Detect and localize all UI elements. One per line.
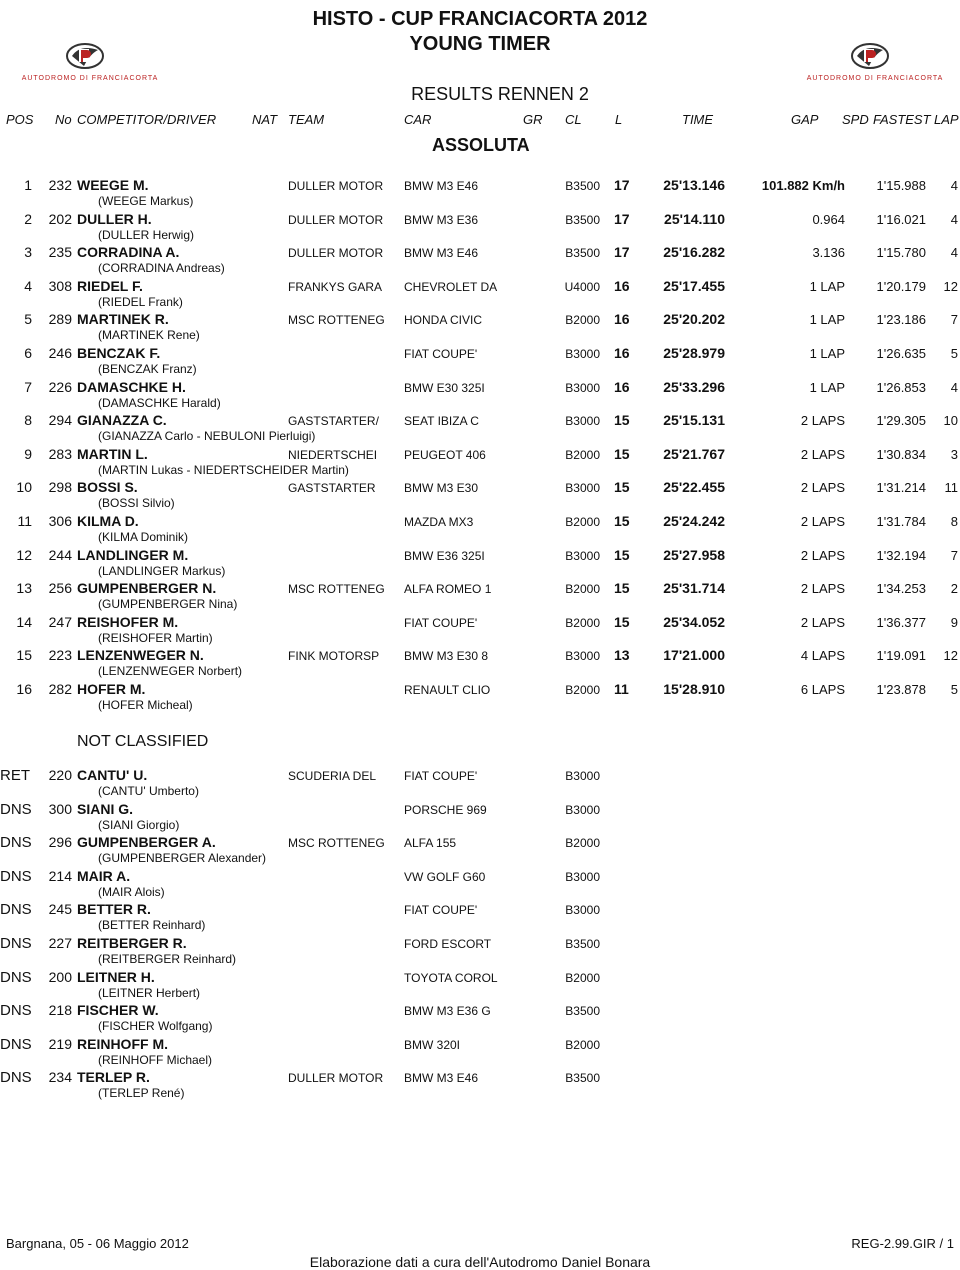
laps-completed: 17 [614, 244, 630, 261]
total-time: 17'21.000 [663, 647, 725, 664]
fastest-lap-number: 12 [943, 278, 958, 294]
car-model: FIAT COUPE' [404, 903, 478, 918]
driver-full-name: (KILMA Dominik) [98, 530, 189, 544]
gap: 101.882 Km/h [761, 178, 845, 193]
fastest-lap-time: 1'23.878 [876, 682, 926, 697]
result-row [0, 513, 960, 547]
total-time: 25'31.714 [663, 580, 725, 597]
not-classified-heading: NOT CLASSIFIED [77, 733, 209, 750]
car-number: 219 [48, 1035, 72, 1052]
driver-full-name: (BOSSI Silvio) [98, 496, 175, 511]
result-row [0, 278, 960, 312]
driver-full-name: (DULLER Herwig) [98, 227, 195, 242]
status: DNS [0, 800, 32, 818]
laps-completed: 15 [614, 613, 630, 630]
competitor-name: LANDLINGER M. [77, 546, 189, 563]
car-class: B3500 [565, 937, 600, 951]
competitor-name: BENCZAK F. [77, 345, 161, 361]
footer-place-date: Bargnana, 05 - 06 Maggio 2012 [6, 1236, 189, 1251]
position: 15 [16, 647, 32, 664]
car-class: B3000 [565, 869, 600, 884]
car-class: B3500 [565, 246, 600, 261]
car-class: B3000 [565, 769, 600, 783]
car-number: 289 [48, 311, 72, 328]
fastest-lap-time: 1'26.635 [876, 346, 926, 361]
car-number: 200 [48, 968, 72, 985]
competitor-name: DULLER H. [77, 210, 152, 227]
car-number: 202 [48, 210, 72, 227]
total-time: 15'28.910 [663, 681, 725, 697]
car-model: BMW M3 E36 [404, 212, 479, 227]
fastest-lap-number: 8 [950, 514, 958, 529]
position: 14 [16, 613, 32, 630]
car-number: 220 [48, 767, 72, 783]
competitor-name: LEITNER H. [77, 968, 155, 985]
car-model: BMW M3 E30 [404, 481, 479, 496]
car-class: B3000 [565, 903, 600, 918]
not-classified-row [0, 969, 960, 1003]
gap: 1 LAP [809, 312, 845, 328]
results-subtitle: RESULTS RENNEN 2 [411, 84, 589, 104]
car-class: B2000 [565, 515, 600, 529]
position: 11 [17, 513, 32, 529]
car-model: PORSCHE 969 [404, 802, 487, 817]
car-model: HONDA CIVIC [404, 313, 483, 328]
fastest-lap-time: 1'26.853 [876, 379, 926, 395]
car-number: 235 [48, 244, 72, 261]
total-time: 25'27.958 [663, 546, 725, 563]
car-model: BMW M3 E36 G [404, 1004, 491, 1019]
gap: 1 LAP [809, 346, 845, 361]
competitor-name: REINHOFF M. [77, 1035, 168, 1052]
fastest-lap-time: 1'15.780 [876, 245, 926, 261]
not-classified-row [0, 1002, 960, 1036]
fastest-lap-number: 7 [950, 312, 958, 328]
team-name: DULLER MOTOR [288, 179, 384, 193]
total-time: 25'33.296 [663, 378, 725, 395]
car-model: FORD ESCORT [404, 937, 492, 951]
car-number: 296 [48, 834, 72, 851]
car-model: BMW M3 E46 [404, 246, 479, 261]
driver-full-name: (MARTIN Lukas - NIEDERTSCHEIDER Martin) [98, 462, 349, 477]
car-class: B3500 [565, 1004, 600, 1019]
status: DNS [0, 968, 32, 986]
status: DNS [0, 1002, 32, 1020]
result-row [0, 345, 960, 379]
laps-completed: 13 [614, 647, 630, 664]
gap: 2 LAPS [800, 480, 845, 496]
status: DNS [0, 867, 32, 885]
fastest-lap-time: 1'31.784 [876, 514, 926, 529]
position: 4 [24, 277, 32, 294]
not-classified-row [0, 935, 960, 969]
status: DNS [0, 1035, 32, 1053]
car-class: B2000 [565, 582, 600, 597]
car-model: FIAT COUPE' [404, 347, 478, 361]
fastest-lap-time: 1'16.021 [876, 211, 926, 227]
not-classified-row [0, 901, 960, 935]
position: 6 [24, 345, 32, 361]
position: 8 [24, 412, 32, 429]
car-class: B2000 [565, 615, 600, 630]
result-row [0, 580, 960, 614]
car-model: PEUGEOT 406 [404, 447, 486, 462]
laps-completed: 17 [614, 210, 630, 227]
driver-full-name: (REITBERGER Reinhard) [98, 952, 237, 966]
col-team: TEAM [288, 112, 325, 127]
competitor-name: RIEDEL F. [77, 277, 143, 294]
col-pos: POS [6, 112, 34, 127]
fastest-lap-number: 10 [943, 413, 958, 429]
competitor-name: FISCHER W. [77, 1002, 159, 1019]
car-model: CHEVROLET DA [404, 279, 498, 294]
position: 3 [24, 244, 32, 261]
fastest-lap-time: 1'15.988 [876, 178, 926, 193]
car-model: RENAULT CLIO [404, 683, 491, 697]
col-gr: GR [523, 112, 543, 127]
car-model: BMW E30 325I [404, 380, 485, 395]
car-number: 246 [48, 345, 72, 361]
car-number: 298 [48, 479, 72, 496]
car-model: VW GOLF G60 [404, 869, 486, 884]
category-heading: ASSOLUTA [432, 135, 530, 155]
competitor-name: BETTER R. [77, 901, 151, 918]
team-name: GASTSTARTER [288, 481, 376, 496]
result-row [0, 379, 960, 413]
car-number: 300 [48, 800, 72, 817]
driver-full-name: (RIEDEL Frank) [98, 294, 183, 309]
car-number: 244 [48, 546, 72, 563]
car-model: TOYOTA COROL [404, 970, 498, 985]
competitor-name: GIANAZZA C. [77, 412, 167, 429]
car-class: B3000 [565, 347, 600, 361]
position: 12 [16, 546, 32, 563]
not-classified-row [0, 767, 960, 801]
fastest-lap-time: 1'31.214 [876, 480, 926, 496]
car-model: BMW 320I [404, 1037, 461, 1052]
position: 16 [16, 681, 32, 697]
col-nat: NAT [252, 112, 278, 127]
not-classified-row [0, 1036, 960, 1070]
fastest-lap-number: 5 [950, 346, 958, 361]
driver-full-name: (CORRADINA Andreas) [98, 261, 225, 276]
fastest-lap-number: 4 [950, 379, 958, 395]
car-model: ALFA ROMEO 1 [404, 582, 492, 597]
car-number: 256 [48, 580, 72, 597]
driver-full-name: (SIANI Giorgio) [98, 817, 180, 832]
driver-full-name: (MARTINEK Rene) [98, 328, 200, 343]
result-row [0, 647, 960, 681]
col-gap: GAP [791, 112, 819, 127]
fastest-lap-time: 1'34.253 [876, 581, 926, 597]
footer-credit: Elaborazione dati a cura dell'Autodromo Daniel Bonara [309, 1254, 651, 1270]
logo-text: AUTODROMO DI FRANCIACORTA [21, 75, 159, 82]
fastest-lap-number: 4 [950, 178, 958, 193]
car-number: 234 [48, 1069, 72, 1086]
car-class: B3000 [565, 380, 600, 395]
fastest-lap-number: 2 [950, 581, 958, 597]
status: DNS [0, 834, 32, 852]
laps-completed: 16 [614, 277, 630, 294]
car-class: B2000 [565, 836, 600, 851]
col-cl: CL [565, 112, 582, 127]
car-number: 283 [48, 445, 72, 462]
fastest-lap-time: 1'36.377 [876, 614, 926, 630]
driver-full-name: (GIANAZZA Carlo - NEBULONI Pierluigi) [98, 429, 316, 444]
gap: 2 LAPS [800, 547, 845, 563]
footer-doc-code: REG-2.99.GIR / 1 [851, 1236, 954, 1251]
car-model: BMW M3 E46 [404, 179, 479, 193]
fastest-lap-time: 1'32.194 [876, 547, 926, 563]
laps-completed: 15 [614, 546, 630, 563]
position: 2 [24, 210, 32, 227]
car-model: BMW M3 E46 [404, 1071, 479, 1086]
total-time: 25'17.455 [663, 277, 725, 294]
driver-full-name: (BETTER Reinhard) [98, 918, 206, 933]
fastest-lap-number: 12 [943, 648, 958, 664]
car-class: B2000 [565, 970, 600, 985]
col-spd: SPD [842, 112, 869, 127]
position: 7 [24, 378, 32, 395]
competitor-name: SIANI G. [77, 800, 134, 817]
driver-full-name: (REINHOFF Michael) [98, 1052, 213, 1067]
car-number: 223 [48, 647, 72, 664]
driver-full-name: (GUMPENBERGER Nina) [98, 597, 238, 612]
total-time: 25'20.202 [663, 311, 725, 328]
car-class: B2000 [565, 447, 600, 462]
team-name: MSC ROTTENEG [288, 313, 385, 328]
col-car: CAR [404, 112, 432, 127]
competitor-name: REITBERGER R. [77, 935, 187, 951]
gap: 1 LAP [809, 278, 845, 294]
car-class: B2000 [565, 683, 600, 697]
laps-completed: 16 [614, 378, 630, 395]
competitor-name: KILMA D. [77, 513, 139, 529]
competitor-name: CANTU' U. [77, 767, 148, 783]
col-laps: L [615, 112, 623, 127]
laps-completed: 15 [614, 479, 630, 496]
gap: 1 LAP [809, 379, 845, 395]
result-row [0, 412, 960, 446]
car-number: 308 [48, 277, 72, 294]
car-class: B3000 [565, 649, 600, 664]
total-time: 25'22.455 [663, 479, 725, 496]
fastest-lap-number: 7 [950, 547, 958, 563]
competitor-name: BOSSI S. [77, 479, 138, 496]
car-number: 306 [48, 513, 72, 529]
fastest-lap-number: 4 [950, 245, 958, 261]
laps-completed: 15 [614, 580, 630, 597]
car-class: B2000 [565, 1037, 600, 1052]
status: DNS [0, 1069, 32, 1087]
competitor-name: REISHOFER M. [77, 613, 179, 630]
col-time: TIME [682, 112, 714, 127]
result-row [0, 446, 960, 480]
col-fastest: FASTEST [873, 112, 931, 127]
position: 10 [16, 479, 32, 496]
result-row [0, 547, 960, 581]
result-row [0, 211, 960, 245]
fastest-lap-number: 9 [950, 614, 958, 630]
driver-full-name: (BENCZAK Franz) [98, 362, 197, 376]
fastest-lap-time: 1'29.305 [876, 413, 926, 429]
total-time: 25'15.131 [663, 412, 725, 429]
competitor-name: MAIR A. [77, 867, 131, 884]
competitor-name: MARTINEK R. [77, 311, 169, 328]
result-row [0, 177, 960, 211]
laps-completed: 15 [614, 445, 630, 462]
total-time: 25'13.146 [663, 177, 725, 193]
team-name: DULLER MOTOR [288, 246, 384, 261]
laps-completed: 15 [614, 412, 630, 429]
driver-full-name: (GUMPENBERGER Alexander) [98, 851, 267, 866]
total-time: 25'34.052 [663, 613, 725, 630]
not-classified-row [0, 801, 960, 835]
laps-completed: 11 [614, 681, 629, 697]
col-competitor: COMPETITOR/DRIVER [77, 112, 217, 127]
result-row [0, 479, 960, 513]
team-name: NIEDERTSCHEI [288, 447, 378, 462]
car-model: BMW E36 325I [404, 548, 485, 563]
competitor-name: WEEGE M. [77, 177, 149, 193]
logo-text: AUTODROMO DI FRANCIACORTA [806, 75, 944, 82]
laps-completed: 15 [614, 513, 630, 529]
position: 9 [24, 445, 32, 462]
team-name: FRANKYS GARA [288, 279, 383, 294]
not-classified-row [0, 868, 960, 902]
car-number: 218 [48, 1002, 72, 1019]
team-name: DULLER MOTOR [288, 1071, 384, 1086]
driver-full-name: (CANTU' Umberto) [98, 784, 199, 798]
event-title: HISTO - CUP FRANCIACORTA 2012 [312, 8, 648, 30]
driver-full-name: (LEITNER Herbert) [98, 985, 201, 1000]
team-name: FINK MOTORSP [288, 649, 380, 664]
competitor-name: DAMASCHKE H. [77, 378, 186, 395]
car-class: B3000 [565, 414, 600, 429]
car-number: 227 [48, 935, 72, 951]
competitor-name: GUMPENBERGER A. [77, 834, 216, 851]
car-number: 247 [48, 613, 72, 630]
driver-full-name: (HOFER Micheal) [98, 698, 193, 712]
not-classified-row [0, 834, 960, 868]
driver-full-name: (DAMASCHKE Harald) [98, 395, 221, 410]
competitor-name: GUMPENBERGER N. [77, 580, 217, 597]
competitor-name: TERLEP R. [77, 1069, 150, 1086]
driver-full-name: (REISHOFER Martin) [98, 630, 213, 645]
position: 13 [16, 580, 32, 597]
fastest-lap-time: 1'23.186 [876, 312, 926, 328]
laps-completed: 17 [614, 177, 630, 193]
fastest-lap-time: 1'20.179 [876, 278, 926, 294]
driver-full-name: (MAIR Alois) [98, 884, 165, 899]
col-no: No [55, 112, 72, 127]
driver-full-name: (LANDLINGER Markus) [98, 563, 226, 578]
gap: 3.136 [812, 245, 845, 261]
laps-completed: 16 [614, 311, 630, 328]
car-model: FIAT COUPE' [404, 615, 478, 630]
car-class: B3500 [565, 1071, 600, 1086]
competitor-name: LENZENWEGER N. [77, 647, 204, 664]
car-class: B3500 [565, 179, 600, 193]
class-title: YOUNG TIMER [409, 33, 551, 55]
car-model: FIAT COUPE' [404, 769, 478, 783]
gap: 0.964 [812, 211, 845, 227]
driver-full-name: (FISCHER Wolfgang) [98, 1019, 213, 1034]
result-row [0, 681, 960, 715]
gap: 2 LAPS [800, 614, 845, 630]
result-row [0, 614, 960, 648]
car-class: B3000 [565, 548, 600, 563]
car-class: B2000 [565, 313, 600, 328]
car-model: ALFA 155 [404, 836, 457, 851]
team-name: DULLER MOTOR [288, 212, 384, 227]
car-number: 214 [48, 867, 72, 884]
fastest-lap-number: 4 [950, 211, 958, 227]
col-lap: LAP [934, 112, 959, 127]
car-model: SEAT IBIZA C [404, 414, 479, 429]
status: DNS [0, 901, 32, 919]
position: 5 [24, 311, 32, 328]
car-class: B3000 [565, 802, 600, 817]
car-number: 245 [48, 901, 72, 918]
competitor-name: MARTIN L. [77, 445, 148, 462]
team-name: MSC ROTTENEG [288, 836, 385, 851]
gap: 2 LAPS [800, 514, 845, 529]
car-class: B3000 [565, 481, 600, 496]
total-time: 25'16.282 [663, 244, 725, 261]
total-time: 25'28.979 [663, 345, 725, 361]
fastest-lap-time: 1'30.834 [876, 446, 926, 462]
total-time: 25'24.242 [663, 513, 725, 529]
fastest-lap-number: 3 [950, 446, 958, 462]
status: DNS [0, 935, 32, 952]
driver-full-name: (LENZENWEGER Norbert) [98, 664, 243, 679]
competitor-name: HOFER M. [77, 681, 146, 697]
car-number: 232 [48, 177, 72, 193]
car-number: 282 [48, 681, 72, 697]
team-name: MSC ROTTENEG [288, 582, 385, 597]
car-class: U4000 [564, 279, 600, 294]
total-time: 25'14.110 [664, 210, 725, 227]
team-name: GASTSTARTER/ [288, 414, 379, 429]
fastest-lap-number: 11 [944, 480, 958, 496]
status: RET [0, 767, 30, 784]
total-time: 25'21.767 [663, 445, 725, 462]
position: 1 [24, 177, 32, 193]
gap: 2 LAPS [800, 581, 845, 597]
fastest-lap-time: 1'19.091 [876, 648, 926, 664]
laps-completed: 16 [614, 345, 630, 361]
result-row [0, 311, 960, 345]
gap: 4 LAPS [800, 648, 845, 664]
gap: 6 LAPS [800, 682, 845, 697]
fastest-lap-number: 5 [950, 682, 958, 697]
car-model: MAZDA MX3 [404, 515, 474, 529]
car-number: 294 [48, 412, 72, 429]
car-model: BMW M3 E30 8 [404, 649, 489, 664]
car-number: 226 [48, 378, 72, 395]
driver-full-name: (WEEGE Markus) [98, 194, 194, 208]
gap: 2 LAPS [800, 446, 845, 462]
gap: 2 LAPS [800, 413, 845, 429]
result-row [0, 244, 960, 278]
team-name: SCUDERIA DEL [288, 769, 377, 783]
driver-full-name: (TERLEP René) [98, 1086, 185, 1101]
competitor-name: CORRADINA A. [77, 244, 180, 261]
not-classified-row [0, 1069, 960, 1103]
car-class: B3500 [565, 212, 600, 227]
